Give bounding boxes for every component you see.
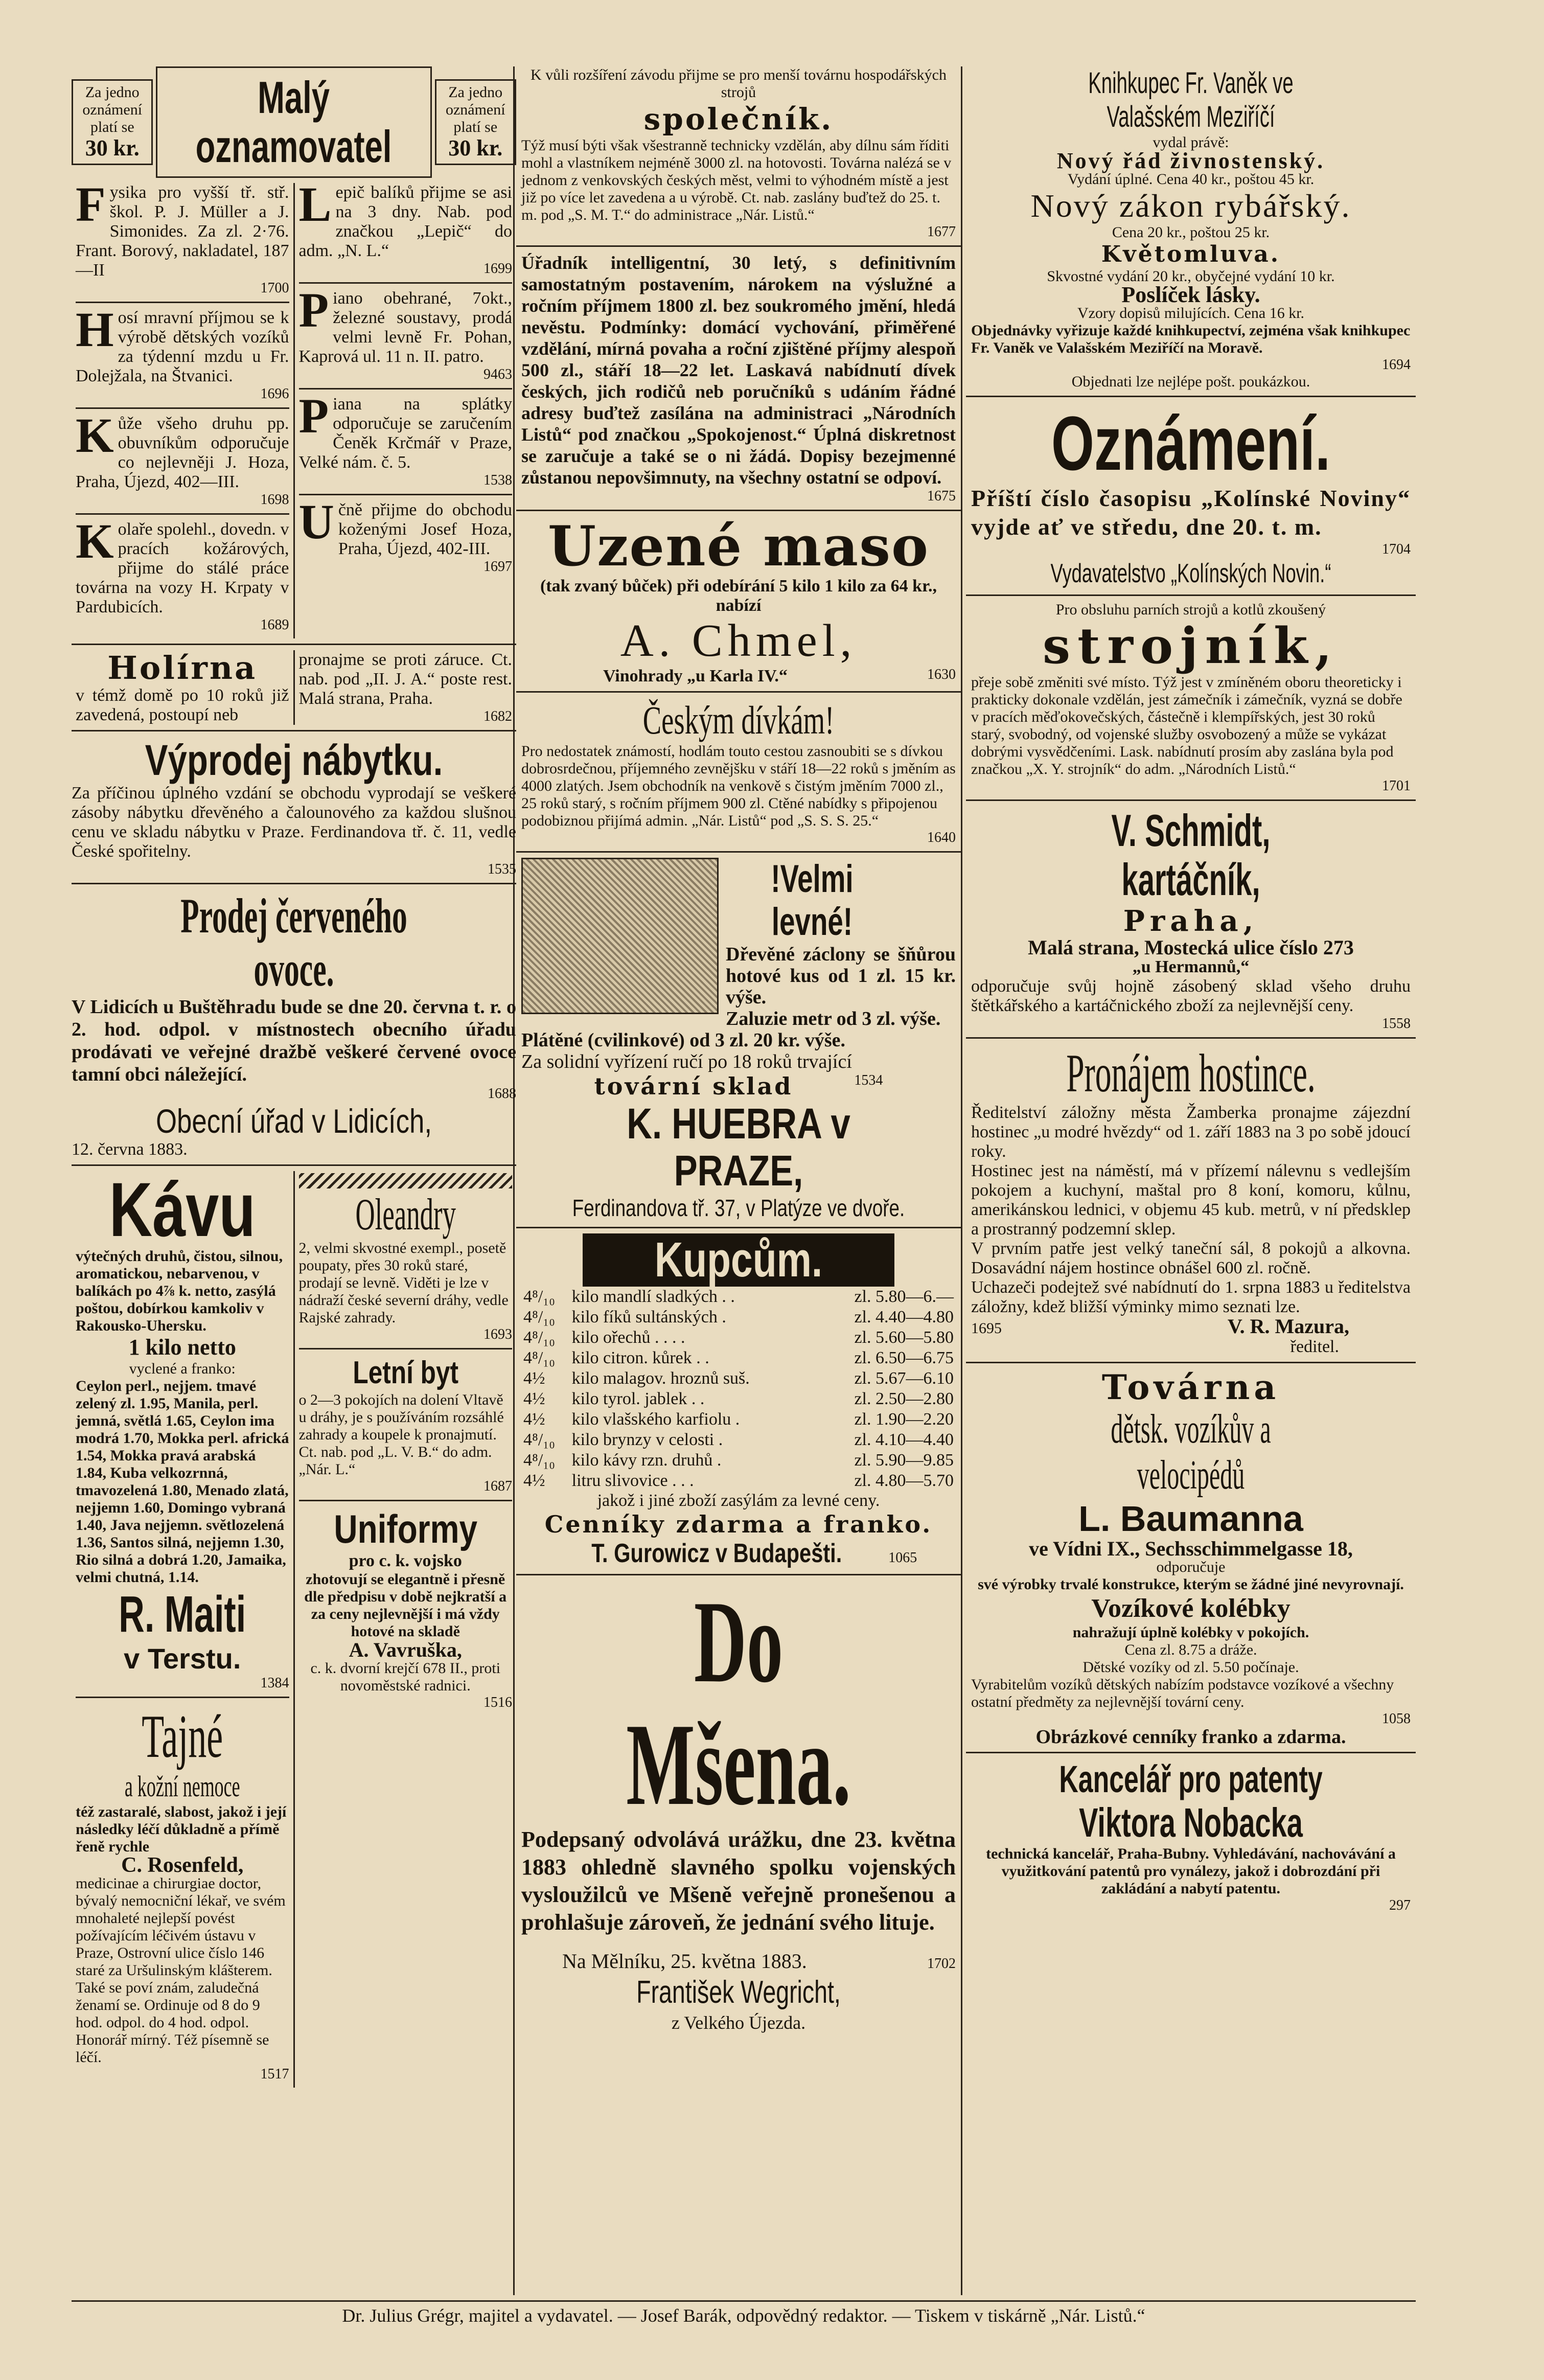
price-qty: 4½ <box>523 1389 545 1408</box>
letni-byt-title: Letní byt <box>352 1355 458 1390</box>
vyprodej-ad: Výprodej nábytku. Za příčinou úplného vzdání se obchodu vyprodají se veškeré zásoby nábytku dřevěného a čalounového za každou slušnou cenu ve skladu nábytku v Praze. Ferdinandova tř. č. 11, vedle České spořitelny. 1535 <box>72 736 516 877</box>
holirna-ad: Holírna v témž domě po 10 roků již zavedená, postoupí neb pronajme se proti záruce. Ct. nab. pod „II. J. A.“ poste rest. Malá strana, Praha. 1682 <box>72 650 516 725</box>
price-name: kilo citron. kůrek . . <box>571 1348 709 1367</box>
ovoce-ad: Prodej červeného ovoce. V Lidicích u Buštěhradu bude se dne 20. června t. r. o 2. hod. odpol. v místnostech obecního úřadu prodávati ve veřejné dražbě veškeré červené ovoce tamní obci náležející. 1688 Obecní úřad v Lidicích, 12. června 1883. <box>72 888 516 1159</box>
price-qty: 4⁸/₁₀ <box>523 1451 556 1470</box>
price-name: kilo brynzy v celosti . <box>571 1430 723 1449</box>
nobacka-name: Viktora Nobacka <box>1079 1800 1303 1845</box>
page-footer: Dr. Julius Grégr, majitel a vydavatel. — Josef Barák, odpovědný redaktor. — Tiskem v tiskárně „Nár. Listů.“ <box>72 2300 1416 2326</box>
price-qty: 4½ <box>523 1471 545 1490</box>
price-qty: 4½ <box>523 1410 545 1429</box>
uzene-maso-firm: A. Chmel, <box>620 615 857 666</box>
price-price: zl. 5.67—6.10 <box>854 1369 954 1388</box>
price-row <box>521 1389 956 1409</box>
velmi-levne-ad: !Velmi levné! Dřevěné záclony se šňůrou hotové kus od 1 zl. 15 kr. výše. Zaluzie metr od 3 zl. výše. Plátěné (cvilinkové) od 3 zl. 20 kr. výše. Za solidní vyřízení ručí po 18 roků trvající tovární sklad 1534 K. HUEBRA v PRAZE, Ferdinandova tř. 37, v Platýze ve dvoře. <box>521 858 956 1221</box>
holirna-title: Holírna <box>107 649 258 686</box>
price-name: kilo fíků sultánských . <box>571 1308 726 1326</box>
price-name: kilo malagov. hroznů suš. <box>571 1369 750 1388</box>
small-ads-right-column <box>293 177 517 638</box>
kupcum-ad: Kupcům. 4⁸/₁₀ kilo mandlí sladkých . . zl. 5.80—6.— 4⁸/₁₀ kilo fíků sultánských . zl. 4.40—4.80 4⁸/₁₀ kilo ořechů . . . . zl. 5.60—5.80 4⁸/₁₀ kilo citron. kůrek . . zl. 6.50—6.75 4½ kilo malagov. hroznů suš. zl. 5.67—6.10 4½ kilo tyrol. jablek . . zl. 2.50—2.80 4½ kilo vlašského karfiolu . zl. 1.90—2.20 4⁸/₁₀ kilo brynzy v celosti . zl. 4.10—4.40 4⁸/₁₀ kilo kávy rzn. druhů . zl. 5.90—9.85 4½ litru slivovice . . . zl. 4.80—5.70 jakož i jiné zboží zasýlám za levné ceny. Cenníky zdarma a franko. T. Gurowicz v Budapešti. 1065 <box>516 1233 961 1569</box>
small-ads-grid <box>72 177 516 638</box>
uniformy-title: Uniformy <box>333 1506 477 1551</box>
ceskym-divkam-title: Českým dívkám! <box>642 698 835 742</box>
schmidt-title: V. Schmidt, kartáčník, <box>1111 805 1271 905</box>
price-name: kilo tyrol. jablek . . <box>571 1389 705 1408</box>
column-3 <box>966 66 1416 1919</box>
strojnik-ad: Pro obsluhu parních strojů a kotlů zkoušený strojník, přeje sobě změniti své místo. Týž jest v zmíněném oboru theoreticky i prakticky dokonale vzdělán, jest zámečník i zámečník, vyzná se dobře v pracích měďokovečských, částečně i klempířských, jest 30 roků starý, svobodný, od vojenské služby osvobozený a může se vykázat dobrými vysvědčeními. Lask. nabídnutí prosím aby zaslána byla pod značkou „X. Y. strojník“ do adm. „Národních Listů.“ 1701 <box>971 601 1411 794</box>
column-2 <box>516 66 961 2038</box>
do-mseno-title: Do Mšena. <box>626 1576 851 1829</box>
wegricht-sign: František Wegricht, <box>636 1975 841 2010</box>
small-ads-left-column <box>72 177 293 638</box>
hostince-ad: Pronájem hostince. Ředitelství záložny města Žamberka pronajme zájezdní hostinec „u modré hvězdy“ od 1. září 1883 na 3 po sobě jdoucí roky. Hostinec jest na náměstí, má v přízemí nálevnu s vedlejším pokojem a kuchyní, maštal pro 8 koní, komoru, kůlnu, amerikánskou lednici, v objemu 45 kub. metrů, v ní předsklep a prostranný podzemní sklep. V prvním patře jest velký taneční sál, 8 pokojů a alkovna. Dosavádní nájem hostince obnášel 600 zl. ročně. Uchazeči podejtež své nabídnutí do 1. srpna 1883 u ředitelstva záložny, kdež bližší výminky mimo seznati lze. 1695 V. R. Mazura, ředitel. <box>971 1043 1411 1356</box>
strojnik-title: strojník, <box>1043 617 1339 675</box>
maly-oznamovatel-header <box>72 66 516 178</box>
price-price: zl. 6.50—6.75 <box>854 1348 954 1367</box>
letni-byt-ad: Letní byt o 2—3 pokojích na dolení Vltavě u dráhy, je s používáním rozsáhlé zahrady a koupele k pronajmutí. Ct. nab. pod „L. V. B.“ do adm. „Nár. L.“ 1687 <box>298 1355 512 1494</box>
header-right-note: Za jedno oznámení platí se <box>445 84 505 135</box>
schmidt-ad: V. Schmidt, kartáčník, Praha, Malá strana, Mostecká ulice číslo 273 „u Hermannů,“ odporučuje svůj hojně zásobený sklad všeho druhu štětkářského a kartáčnického zboží za nejlevnější ceny. 1558 <box>971 805 1411 1032</box>
price-qty: 4⁸/₁₀ <box>523 1287 556 1306</box>
price-price: zl. 4.10—4.40 <box>854 1430 954 1449</box>
price-name: kilo kávy rzn. druhů . <box>571 1451 722 1470</box>
oleandry-ad: Oleandry 2, velmi skvostné exempl., posetě poupaty, přes 30 roků staré, prodají se levně. Viděti je lze v nádraží české severní dráhy, vedle Rajské zahrady. 1693 <box>298 1190 512 1342</box>
patenty-title: Kancelář pro patenty <box>1059 1758 1323 1800</box>
price-row <box>521 1348 956 1368</box>
kupcum-title: Kupcům. <box>654 1232 823 1287</box>
kavu-firm: R. Maiti <box>119 1586 246 1643</box>
header-left-note: Za jedno oznámení platí se <box>82 84 143 135</box>
tovarna-ad: Továrna dětsk. vozíkův a velocipédů L. Baumanna ve Vídni IX., Sechsschimmelgasse 18, odporučuje své výrobky trvalé konstrukce, kterým se žádné jiné nevyrovnají. Vozíkové kolébky nahražují úplně kolébky v pokojích. Cena zl. 8.75 a dráže. Dětské vozíky od zl. 5.50 počínaje. Vyrabitelům vozíků dětských nabízím podstavce vozíkové a všechny ostatní předměty za nejlevnější tovární ceny. 1058 Obrázkové cenníky franko a zdarma. <box>971 1367 1411 1748</box>
small-ad: H osí mravní příjmou se k výrobě dětských vozíků za týdenní mzdu u Fr. Dolejžala, na Štvanici. 1696 <box>76 302 289 402</box>
uradnik-ad: Úřadník intelligentní, 30 letý, s definitivním samostatným postavením, nárokem na výslužné a ročním příjmem 1800 zl. bez soukromého jmění, hledá nevěstu. Podmínky: domácí vychování, přiměřené vzdělání, mírná povaha a roční zjištěné příjmy alespoň 500 zl., stáří 18—22 let. Laskavá nabídnutí dívek českých, jich rodičů neb poručníků s udáním řádné adresy buďtež zasílána na administraci „Národních Listů“ pod značkou „Spokojenost.“ Úplná diskretnost se zaručuje a také se o ni žádá. Dopisy bezejmenné zůstanou nepovšimnuty, na všechny ostatní se odpoví. 1675 <box>521 253 956 504</box>
price-row <box>521 1287 956 1307</box>
price-qty: 4⁸/₁₀ <box>523 1308 556 1326</box>
header-left-price: 30 kr. <box>85 135 140 161</box>
price-price: zl. 4.40—4.80 <box>854 1308 954 1326</box>
spolecnik-ad: K vůli rozšíření závodu přijme se pro menší továrnu hospodářských strojů společník. Týž musí býti však všestranně technicky vzdělán, aby dílnu sám říditi mohl a vlastníkem nejméně 3000 zl. na hotovosti. Továrna nalézá se v jednom z venkovských českých měst, velmi to výhodném místě a jest již po více let zavedena a u výrobě. Ct. nab. zaslány buďtež do 25. t. m. pod „S. M. T.“ do administrace „Nár. Listů.“ 1677 <box>521 66 956 240</box>
price-row <box>521 1328 956 1348</box>
price-row <box>521 1307 956 1328</box>
kupcum-price-list <box>521 1287 956 1491</box>
oznameni-sign: Vydavatelstvo „Kolínských Novin.“ <box>1050 559 1331 588</box>
hostince-title: Pronájem hostince. <box>1066 1043 1316 1103</box>
price-row <box>521 1409 956 1430</box>
uniformy-ad: Uniformy pro c. k. vojsko zhotovují se elegantně i přesně dle předpisu v době nejkratší a za ceny nejlevnější i má vždy hotové na skladě A. Vavruška, c. k. dvorní krejčí 678 II., proti novoměstské radnici. 1516 <box>304 1506 512 1710</box>
header-right-price: 30 kr. <box>448 135 503 161</box>
kavu-title: Kávu <box>109 1166 256 1252</box>
small-ad: L epič balíků přijme se asi na 3 dny. Nab. pod značkou „Lepič“ do adm. „N. L.“ 1699 <box>298 177 512 277</box>
vanek-title: Knihkupec Fr. Vaněk ve Valašském Meziříčí <box>1088 66 1294 133</box>
small-ad: F ysika pro vyšší tř. stř. škol. P. J. Müller a J. Simonides. Za zl. 2·76. Frant. Borový, nakladatel, 187—II 1700 <box>76 177 289 296</box>
maly-oznamovatel-title: Malý oznamovatel <box>196 72 392 172</box>
huebra-firm: K. HUEBRA v PRAZE, <box>627 1100 850 1195</box>
small-ad: P iano obehrané, 7okt., železné soustavy, prodá velmi levně Fr. Pohan, Kaprová ul. 11 n. II. patro. 9463 <box>298 283 512 382</box>
velmi-levne-title: !Velmi levné! <box>771 858 854 944</box>
price-name: litru slivovice . . . <box>571 1471 694 1490</box>
patenty-ad: Kancelář pro patenty Viktora Nobacka technická kancelář, Praha-Bubny. Vyhledávání, nachovávání a využitkování patentů pro vynálezy, jakož i dobrozdání při zakládání a nabytí patentu. 297 <box>986 1758 1411 1913</box>
do-mseno-ad: Do Mšena. Podepsaný odvolává urážku, dne 23. května 1883 ohledně slavného spolku vojenských vysloužilců ve Mšeně veřejně pronešenou a prohlašuje zároveň, že jednání svého lituje. Na Mělníku, 25. května 1883. 1702 František Wegricht, z Velkého Újezda. <box>521 1576 956 2033</box>
price-row <box>521 1430 956 1450</box>
tovarna-title: Továrna <box>1101 1367 1280 1407</box>
price-row <box>521 1471 956 1491</box>
oznameni-ad: Oznámení. Příští číslo časopisu „Kolínské Noviny“ vyjde ať ve středu, dne 20. t. m. 1704 Vydavatelstvo „Kolínských Novin.“ <box>971 400 1411 588</box>
small-ad: U čně přijme do obchodu koženými Josef Hoza, Praha, Újezd, 402-III. 1697 <box>298 494 512 575</box>
price-row <box>521 1368 956 1389</box>
price-qty: 4⁸/₁₀ <box>523 1328 556 1347</box>
price-qty: 4½ <box>523 1369 545 1388</box>
col1-lower-grid <box>72 1166 516 2088</box>
baumann-firm: L. Baumanna <box>1078 1499 1303 1539</box>
tajne-ad: Tajné a kožní nemoce též zastaralé, slabost, jakož i její následky léčí důkladně a přímě řeně rychle C. Rosenfeld, medicinae a chirurgiae doctor, bývalý nemocniční lékař, ve svém mnohaleté nejlepší povést požívajícím léčivém ústavu v Praze, Ostrovní ulice číslo 146 staré za Uršulinským klášterem. Také se poví znám, zaludečná ženamí se. Ordinuje od 8 do 9 hod. odpol. do 4 hod. odpol. Honorář mírný. Též písemně se léčí. 1517 <box>76 1702 289 2082</box>
price-name: kilo mandlí sladkých . . <box>571 1287 735 1306</box>
price-price: zl. 4.80—5.70 <box>854 1471 954 1490</box>
gurowicz-firm: T. Gurowicz v Budapešti. <box>591 1539 842 1568</box>
price-row <box>521 1450 956 1471</box>
uzene-maso-ad: Uzené maso (tak zvaný bůček) při odebírání 5 kilo 1 kilo za 64 kr., nabízí A. Chmel, Vinohrady „u Karla IV.“ 1630 <box>516 516 961 686</box>
price-price: zl. 5.60—5.80 <box>854 1328 954 1347</box>
ovoce-sign: Obecní úřad v Lidicích, <box>155 1102 432 1140</box>
tajne-title: Tajné <box>142 1702 223 1770</box>
vanek-ad: Knihkupec Fr. Vaněk ve Valašském Meziříčí vydal právě: Nový řád živnostenský. Vydání úplné. Cena 40 kr., poštou 45 kr. Nový zákon rybářský. Cena 20 kr., poštou 25 kr. Květomluva. Skvostné vydání 20 kr., obyčejné vydání 10 kr. Poslíček lásky. Vzory dopisů milujících. Cena 16 kr. Objednávky vyřizuje každé knihkupectví, zejména však knihkupec Fr. Vaněk ve Valašském Meziříčí na Moravě. 1694 Objednati lze nejlépe pošt. poukázkou. <box>971 66 1411 390</box>
price-price: zl. 5.80—6.— <box>854 1287 954 1306</box>
price-name: kilo ořechů . . . . <box>571 1328 685 1347</box>
small-ad: K ůže všeho druhu pp. obuvníkům odporučuje co nejlevněji J. Hoza, Praha, Újezd, 402—III. 1698 <box>76 408 289 508</box>
price-name: kilo vlašského karfiolu . <box>571 1410 740 1429</box>
oznameni-title: Oznámení. <box>1051 400 1331 486</box>
ovoce-title: Prodej červeného ovoce. <box>180 888 407 996</box>
small-ad: K olaře spolehl., dovedn. v pracích kožárových, přijme do stálé práce továrna na vozy H. Krpaty v Pardubicích. 1689 <box>76 514 289 633</box>
uzene-maso-title: Uzené maso <box>547 514 930 579</box>
price-price: zl. 1.90—2.20 <box>854 1410 954 1429</box>
price-qty: 4⁸/₁₀ <box>523 1348 556 1367</box>
price-qty: 4⁸/₁₀ <box>523 1430 556 1449</box>
vyprodej-title: Výprodej nábytku. <box>145 736 443 784</box>
oleandry-title: Oleandry <box>355 1190 456 1240</box>
small-ad: P iana na splátky odporučuje se zaručením Čeněk Krčmář v Praze, Velké nám. č. 5. 1538 <box>298 388 512 488</box>
price-price: zl. 5.90—9.85 <box>854 1451 954 1470</box>
price-price: zl. 2.50—2.80 <box>854 1389 954 1408</box>
column-1 <box>72 66 516 2088</box>
kavu-ad: Kávu výtečných druhů, čistou, silnou, aromatickou, nebarvenou, v balíkách po 4⅞ k. netto, zasýlá poštou, dobírkou kamkoliv v Rakousko-Uhersku. 1 kilo netto vyclené a franko: Ceylon perl., nejjem. tmavé zelený zl. 1.95, Manila, perl. jemná, světlá 1.65, Ceylon ima modrá 1.70, Mokka perl. africká 1.54, Mokka pravá arabská 1.84, Kuba velkozrnná, tmavozelená 1.80, Menado zlatá, nejjemn 1.60, Domingo vybraná 1.40, Java nejjemn. světlozelená 1.36, Santos silná, nejjemn 1.30, Rio silná a dobrá 1.20, Jamaika, velmi chutná, 1.14. R. Maiti v Terstu. 1384 <box>76 1166 289 1691</box>
ceskym-divkam-ad: Českým dívkám! Pro nedostatek známostí, hodlám touto cestou zasnoubiti se s dívkou dobrosrdečnou, příjemného zevnějšku v stáří 18—22 roků s jměním as 4000 zlatých. Jsem obchodník na venkově s čistým jměním 7000 zl., 25 roků starý, s ročním příjmem 900 zl. Ctěné nabídky s připojenou podobiznou přijímá admin. „Nár. Listů“ pod „S. S. S. 25.“ 1640 <box>521 698 956 845</box>
spolecnik-title: společník. <box>643 102 834 136</box>
